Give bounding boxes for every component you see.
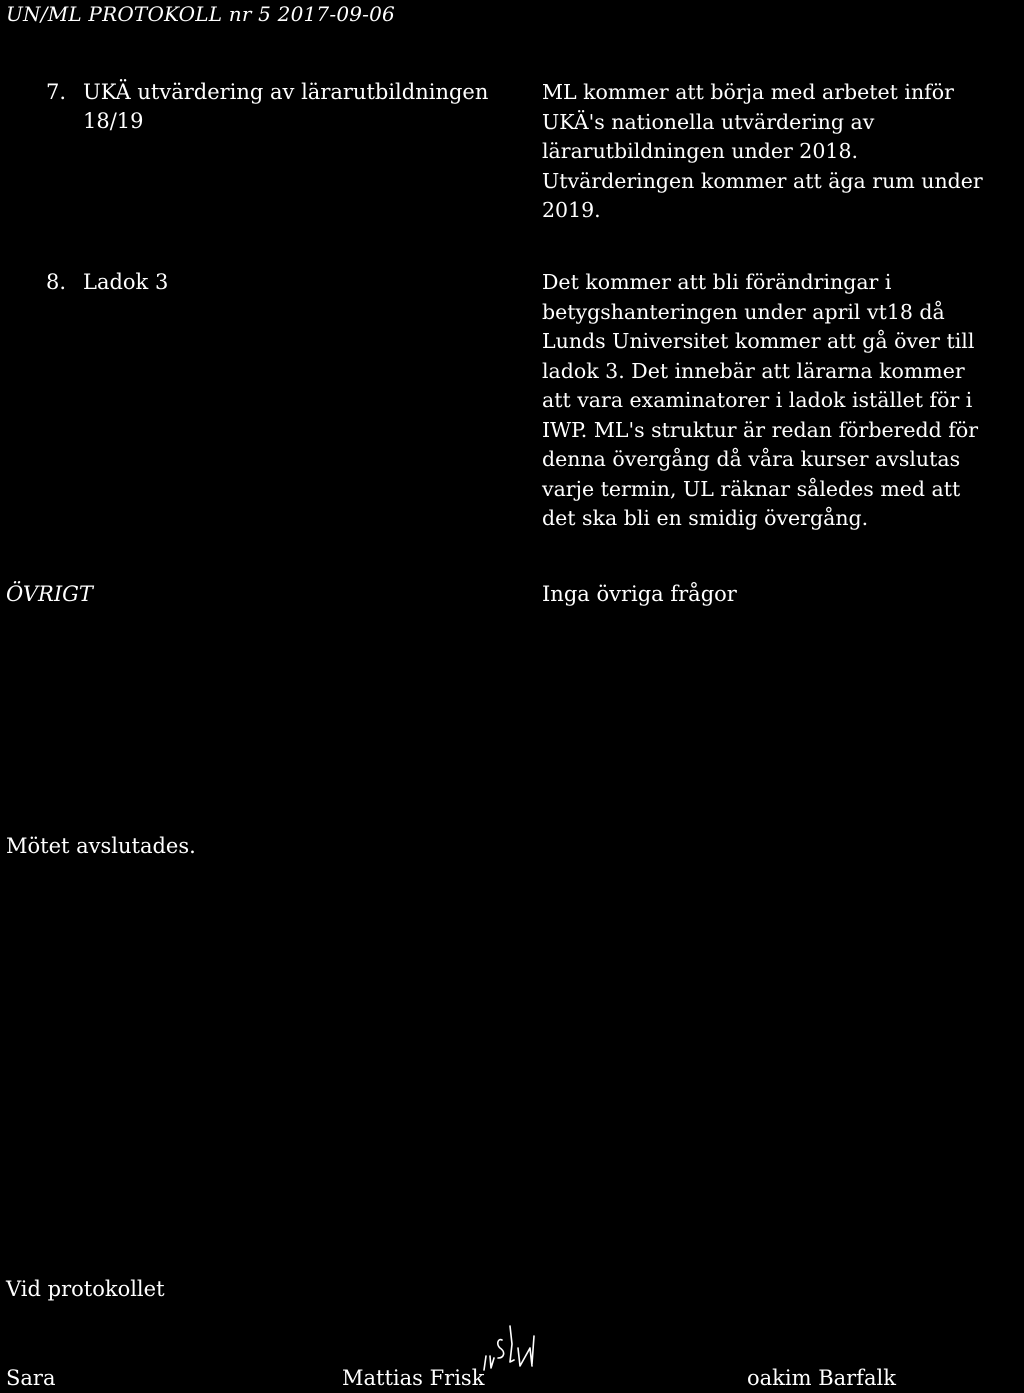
description-line: denna övergång då våra kurser avslutas xyxy=(542,447,961,471)
description-line: lärarutbildningen under 2018. xyxy=(542,139,858,163)
signoff-label: Vid protokollet xyxy=(6,1277,165,1301)
item-title xyxy=(83,268,168,297)
item-number: 8. xyxy=(46,270,67,294)
item-description xyxy=(542,78,983,226)
description-line: Utvärderingen kommer att äga rum under xyxy=(542,168,983,193)
description-line: varje termin, UL räknar således med att xyxy=(542,476,961,501)
signer-name: oakim Barfalk xyxy=(747,1366,896,1390)
item-title xyxy=(83,78,488,136)
description-line: betygshanteringen under april vt18 då xyxy=(542,299,945,324)
description-line: Det kommer att bli förändringar i xyxy=(542,270,892,294)
description-line: Lunds Universitet kommer att gå över till xyxy=(542,329,975,353)
signer-name: Sara xyxy=(6,1366,56,1390)
item-number: 7. xyxy=(46,80,67,104)
meeting-closed-text: Mötet avslutades. xyxy=(6,834,196,858)
item-title-line: 18/19 xyxy=(83,109,144,133)
description-line: IWP. ML's struktur är redan förberedd för xyxy=(542,417,978,442)
item-title-line: UKÄ utvärdering av lärarutbildningen xyxy=(83,80,489,104)
ovrigt-label: ÖVRIGT xyxy=(6,582,93,606)
ovrigt-text: Inga övriga frågor xyxy=(542,582,737,606)
item-description xyxy=(542,268,978,534)
description-line: ladok 3. Det innebär att lärarna kommer xyxy=(542,358,965,383)
protocol-header: UN/ML PROTOKOLL nr 5 2017-09-06 xyxy=(6,2,395,26)
description-line: att vara examinatorer i ladok istället för i xyxy=(542,388,973,412)
description-line: det ska bli en smidig övergång. xyxy=(542,506,869,530)
item-title-line: Ladok 3 xyxy=(83,270,169,294)
description-line: UKÄ's nationella utvärdering av xyxy=(542,109,875,134)
description-line: 2019. xyxy=(542,198,601,222)
handwritten-signature xyxy=(476,1318,546,1378)
description-line: ML kommer att börja med arbetet inför xyxy=(542,80,954,104)
signer-name: Mattias Frisk xyxy=(342,1366,485,1390)
